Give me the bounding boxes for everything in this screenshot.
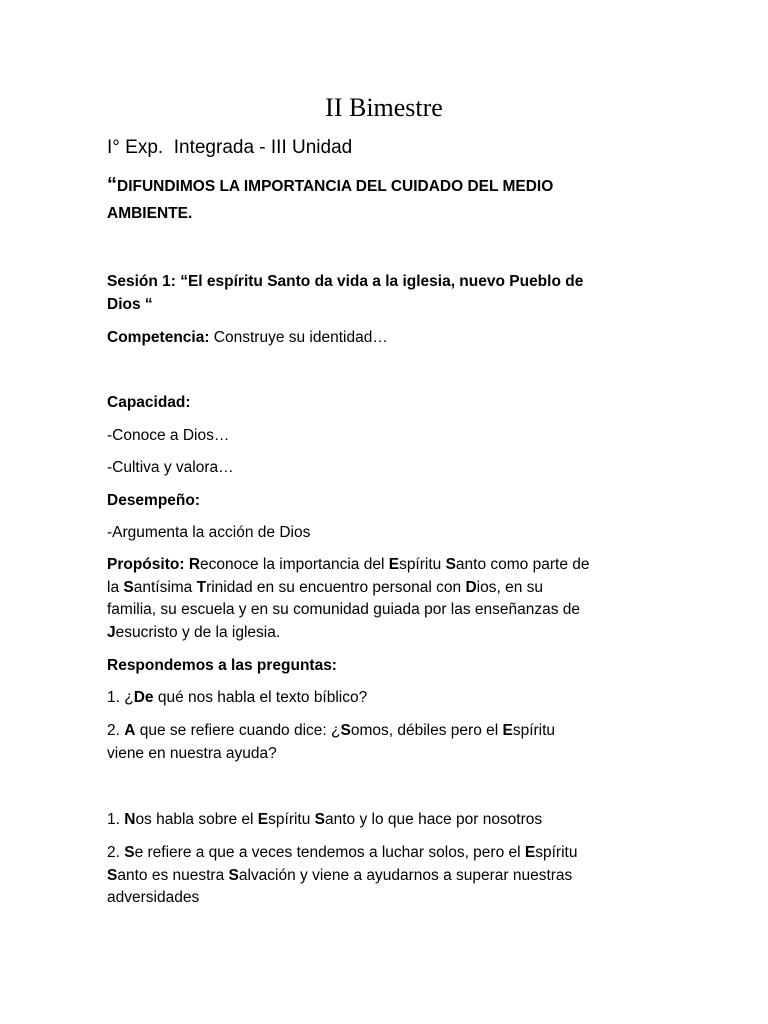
question-text: qué nos habla el texto bíblico? — [153, 689, 368, 706]
proposito-paragraph — [107, 554, 667, 644]
answer-initial: N — [124, 811, 136, 828]
answer-2-line-3: adversidades — [107, 889, 200, 906]
question-initial: S — [340, 722, 351, 739]
theme-line-1: DIFUNDIMOS LA IMPORTANCIA DEL CUIDADO DEL MEDIO — [117, 178, 554, 195]
preguntas-heading: Respondemos a las preguntas: — [107, 657, 337, 674]
capacidad-item-1: -Conoce a Dios… — [107, 427, 230, 444]
question-text: spíritu — [512, 722, 556, 739]
session-line-2: Dios “ — [107, 295, 153, 313]
proposito-text: spíritu — [399, 556, 446, 573]
answer-initial: S — [314, 811, 325, 828]
session-heading — [107, 271, 667, 316]
question-text: 2. — [107, 722, 125, 739]
proposito-label: Propósito: — [107, 556, 185, 573]
answer-text: 1. — [107, 811, 125, 828]
proposito-text: ios, en su — [476, 578, 544, 596]
question-text: omos, débiles pero el — [350, 722, 503, 739]
proposito-text: anto como parte de — [455, 556, 590, 573]
question-initial: De — [133, 689, 154, 706]
question-initial: E — [502, 722, 513, 739]
answer-initial: S — [124, 844, 135, 861]
answer-initial: E — [524, 844, 536, 861]
proposito-line-3: familia, su escuela y en su comunidad guiada por las enseñanzas de — [107, 601, 581, 618]
proposito-text: esucristo y de la iglesia. — [115, 623, 281, 641]
competencia-value: Construye su identidad… — [209, 329, 388, 346]
theme-heading — [107, 172, 667, 227]
answer-text: anto y lo que hace por nosotros — [325, 811, 543, 828]
proposito-initial: T — [196, 578, 207, 596]
answer-text: spíritu — [268, 811, 315, 828]
answer-initial: S — [107, 866, 118, 884]
proposito-text: econoce la importancia del — [200, 556, 389, 573]
answer-text: alvación y viene a ayudarnos a superar nuestras — [238, 866, 573, 884]
document-subtitle: I° Exp. Integrada - III Unidad — [107, 137, 353, 158]
proposito-initial: R — [188, 556, 201, 573]
answer-text: e refiere a que a veces tendemos a luchar solos, pero el — [134, 844, 525, 861]
answer-initial: S — [228, 866, 239, 884]
question-2 — [107, 720, 667, 765]
proposito-text: la — [107, 578, 124, 596]
answer-text: anto es nuestra — [117, 866, 229, 884]
answer-1 — [107, 809, 667, 832]
proposito-initial: D — [465, 578, 477, 596]
session-line-1: Sesión 1: “El espíritu Santo da vida a la iglesia, nuevo Pueblo de — [107, 273, 584, 290]
desempeno-item: -Argumenta la acción de Dios — [107, 524, 311, 541]
capacidad-label: Capacidad: — [107, 394, 191, 411]
proposito-text: antísima — [133, 578, 197, 596]
proposito-initial: J — [107, 623, 116, 641]
proposito-text: rinidad en su encuentro personal con — [206, 578, 466, 596]
capacidad-item-2: -Cultiva y valora… — [107, 459, 234, 476]
question-text: 1. ¿ — [107, 689, 134, 706]
document-title: II Bimestre — [325, 93, 443, 122]
competencia-line — [107, 327, 667, 350]
proposito-initial: S — [445, 556, 456, 573]
question-initial: A — [124, 722, 136, 739]
answer-text: os habla sobre el — [135, 811, 258, 828]
question-1 — [107, 687, 667, 710]
answer-initial: E — [257, 811, 269, 828]
question-2-line-2: viene en nuestra ayuda? — [107, 744, 277, 762]
theme-line-2: AMBIENTE. — [107, 205, 193, 222]
question-text: que se refiere cuando dice: ¿ — [135, 722, 341, 739]
competencia-label: Competencia: — [107, 329, 210, 346]
proposito-initial: S — [123, 578, 134, 596]
desempeno-label: Desempeño: — [107, 492, 201, 509]
open-quote: “ — [107, 174, 117, 196]
answer-text: 2. — [107, 844, 125, 861]
answer-2 — [107, 842, 667, 910]
answer-text: spíritu — [535, 844, 578, 861]
proposito-initial: E — [388, 556, 400, 573]
